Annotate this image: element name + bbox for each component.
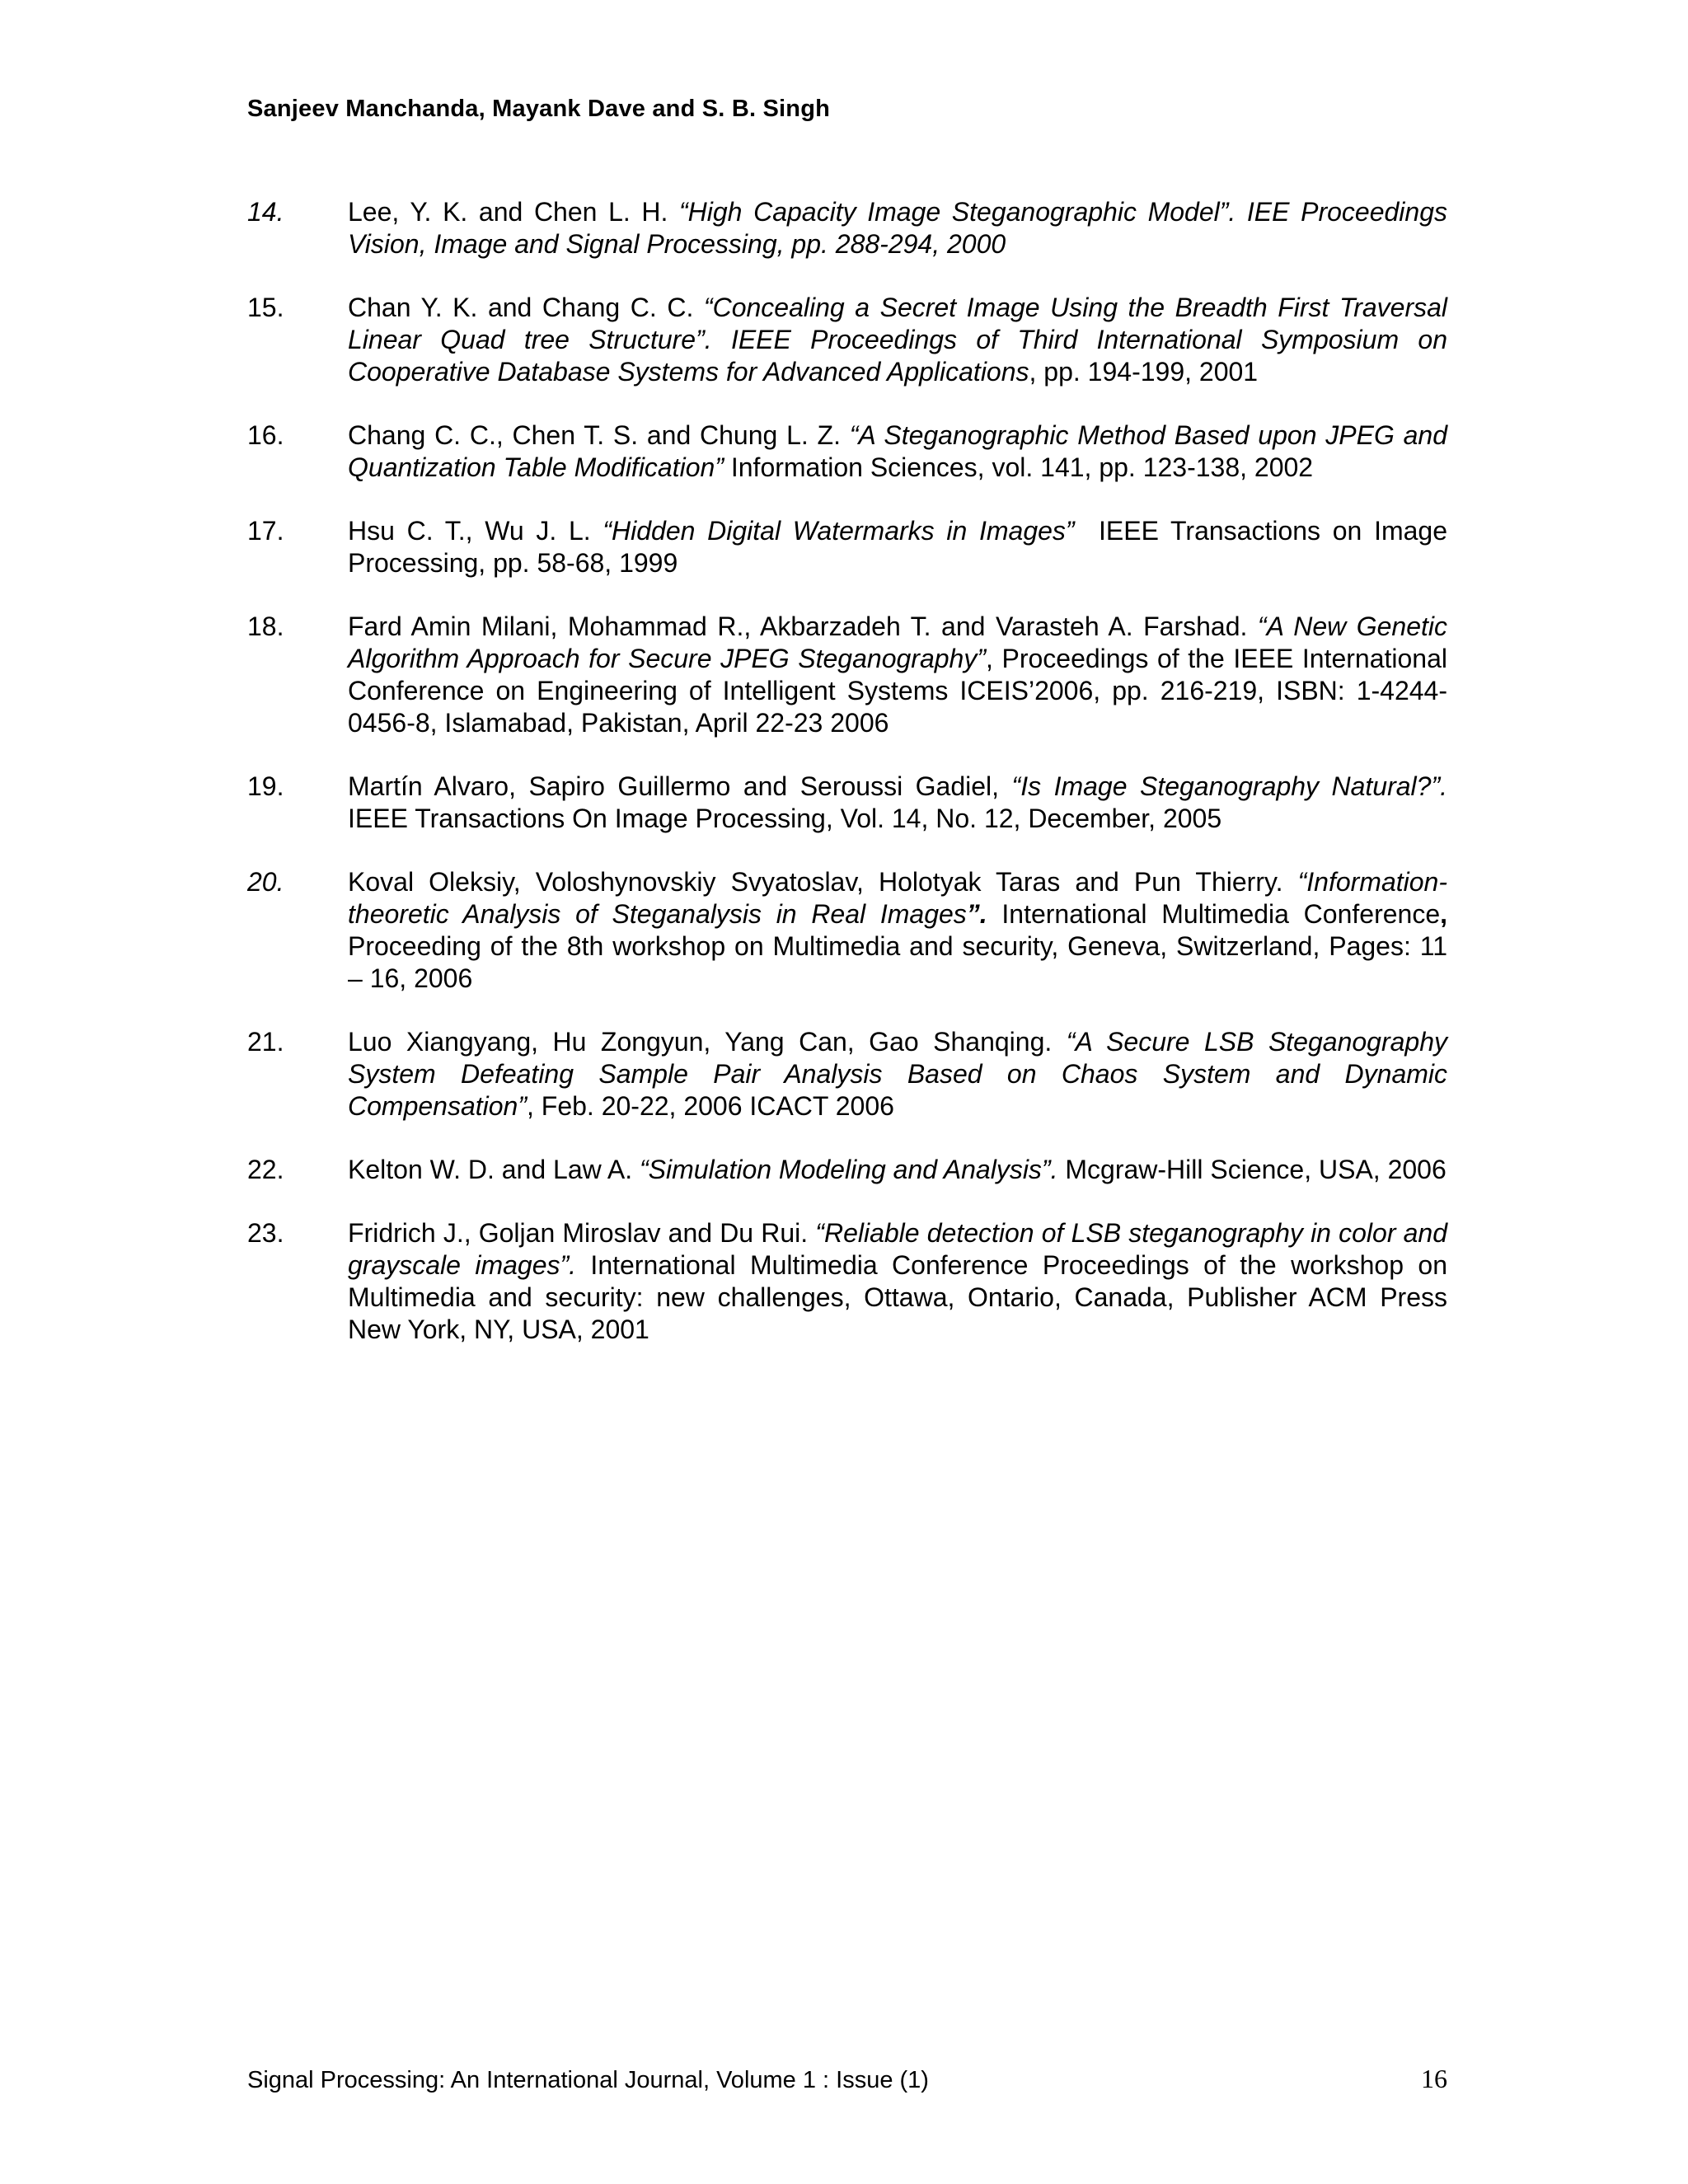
reference-text-segment: Mcgraw-Hill Science, USA, 2006 — [1057, 1155, 1447, 1184]
reference-text-segment: International Multimedia Conference — [987, 899, 1441, 929]
reference-text — [348, 196, 1455, 260]
reference-text — [348, 292, 1455, 388]
reference-text — [348, 419, 1455, 484]
reference-number: 17. — [247, 516, 284, 546]
reference-text-segment: Kelton W. D. and Law A. — [348, 1155, 640, 1184]
reference-text-segment: Chang C. C., Chen T. S. and Chung L. Z. — [348, 420, 850, 450]
reference-text — [348, 1217, 1455, 1346]
reference-text-segment: “Concealing a Secret Image Using the Breadth First Traversal Linear Quad tree Structure”. IEEE Proceedings of Third International Symposium on Cooperative Database Systems for Advanced Applications — [348, 293, 1455, 387]
reference-item — [247, 515, 1455, 579]
reference-number: 14. — [247, 197, 284, 227]
reference-text — [348, 611, 1455, 739]
page-number: 16 — [1421, 2064, 1447, 2093]
reference-text-segment: “A Secure LSB Steganography System Defeating Sample Pair Analysis Based on Chaos System and Dynamic Compensation” — [348, 1027, 1455, 1121]
reference-text — [348, 1026, 1455, 1122]
reference-text — [348, 1154, 1447, 1186]
reference-text-segment: Fard Amin Milani, Mohammad R., Akbarzadeh T. and Varasteh A. Farshad. — [348, 612, 1258, 641]
reference-number: 16. — [247, 420, 284, 450]
reference-text-segment: “Hidden Digital Watermarks in Images” — [603, 516, 1075, 546]
reference-number: 19. — [247, 771, 284, 801]
reference-text-segment: International Multimedia Conference Proceedings of the workshop on Multimedia and security: new challenges, Ottawa, Ontario, Canada, Publisher ACM Press New York, NY, USA, 2001 — [348, 1250, 1455, 1344]
reference-text-segment: “High Capacity Image Steganographic Model”. IEE Proceedings Vision, Image and Signal Processing, pp. 288-294, 2000 — [348, 197, 1455, 259]
reference-number: 23. — [247, 1218, 284, 1248]
reference-text-segment: , — [1440, 899, 1448, 929]
reference-number: 22. — [247, 1155, 284, 1184]
reference-text-segment: Chan Y. K. and Chang C. C. — [348, 293, 704, 322]
reference-item — [247, 292, 1455, 388]
reference-text-segment: , Proceedings of the IEEE International Conference on Engineering of Intelligent Systems ICEIS’2006, pp. 216-219, ISBN: 1-4244-0456-8, Islamabad, Pakistan, April 22-23 2006 — [348, 644, 1455, 738]
reference-text-segment: IEEE Transactions On Image Processing, Vol. 14, No. 12, December, 2005 — [348, 771, 1455, 833]
reference-text-segment: , Feb. 20-22, 2006 ICACT 2006 — [527, 1091, 894, 1121]
reference-text — [348, 771, 1455, 835]
reference-text-segment: Proceeding of the 8th workshop on Multimedia and security, Geneva, Switzerland, Pages: 11 – 16, 2006 — [348, 899, 1455, 993]
reference-item — [247, 1217, 1455, 1346]
reference-item — [247, 771, 1455, 835]
reference-text-segment: Hsu C. T., Wu J. L. — [348, 516, 603, 546]
reference-text-segment: IEEE Transactions on Image Processing, pp. 58-68, 1999 — [348, 516, 1455, 578]
reference-number: 20. — [247, 867, 284, 897]
reference-number: 15. — [247, 293, 284, 322]
reference-list — [247, 196, 1455, 1377]
reference-text-segment: “Simulation Modeling and Analysis”. — [639, 1155, 1058, 1184]
journal-footer: Signal Processing: An International Journal, Volume 1 : Issue (1) — [247, 2067, 929, 2093]
reference-number: 21. — [247, 1027, 284, 1057]
reference-text-segment: Fridrich J., Goljan Miroslav and Du Rui. — [348, 1218, 816, 1248]
reference-item — [247, 611, 1455, 739]
reference-text-segment: Information Sciences, vol. 141, pp. 123-138, 2002 — [723, 452, 1314, 482]
reference-text-segment: , pp. 194-199, 2001 — [1029, 357, 1259, 387]
reference-text — [348, 866, 1455, 995]
running-header: Sanjeev Manchanda, Mayank Dave and S. B. Singh — [247, 96, 831, 122]
reference-text-segment: “Information-theoretic Analysis of Steganalysis in Real Images — [348, 867, 1447, 929]
reference-text-segment: Lee, Y. K. and Chen L. H. — [348, 197, 679, 227]
reference-item — [247, 1154, 1447, 1186]
reference-text — [348, 515, 1455, 579]
reference-item — [247, 419, 1455, 484]
reference-item — [247, 866, 1455, 995]
reference-text-segment: Luo Xiangyang, Hu Zongyun, Yang Can, Gao Shanqing. — [348, 1027, 1067, 1057]
reference-text-segment: “A Steganographic Method Based upon JPEG and Quantization Table Modification” — [348, 420, 1455, 482]
reference-text-segment: ”. — [966, 899, 987, 929]
reference-text-segment: “Is Image Steganography Natural?”. — [1011, 771, 1448, 801]
reference-item — [247, 196, 1455, 260]
reference-text-segment: Koval Oleksiy, Voloshynovskiy Svyatoslav, Holotyak Taras and Pun Thierry. — [348, 867, 1298, 897]
reference-number: 18. — [247, 612, 284, 641]
reference-item — [247, 1026, 1455, 1122]
reference-text-segment: Martín Alvaro, Sapiro Guillermo and Seroussi Gadiel, — [348, 771, 1012, 801]
reference-text-segment: “Reliable detection of LSB steganography in color and grayscale images”. — [348, 1218, 1455, 1280]
reference-text-segment: “A New Genetic Algorithm Approach for Secure JPEG Steganography” — [348, 612, 1454, 673]
